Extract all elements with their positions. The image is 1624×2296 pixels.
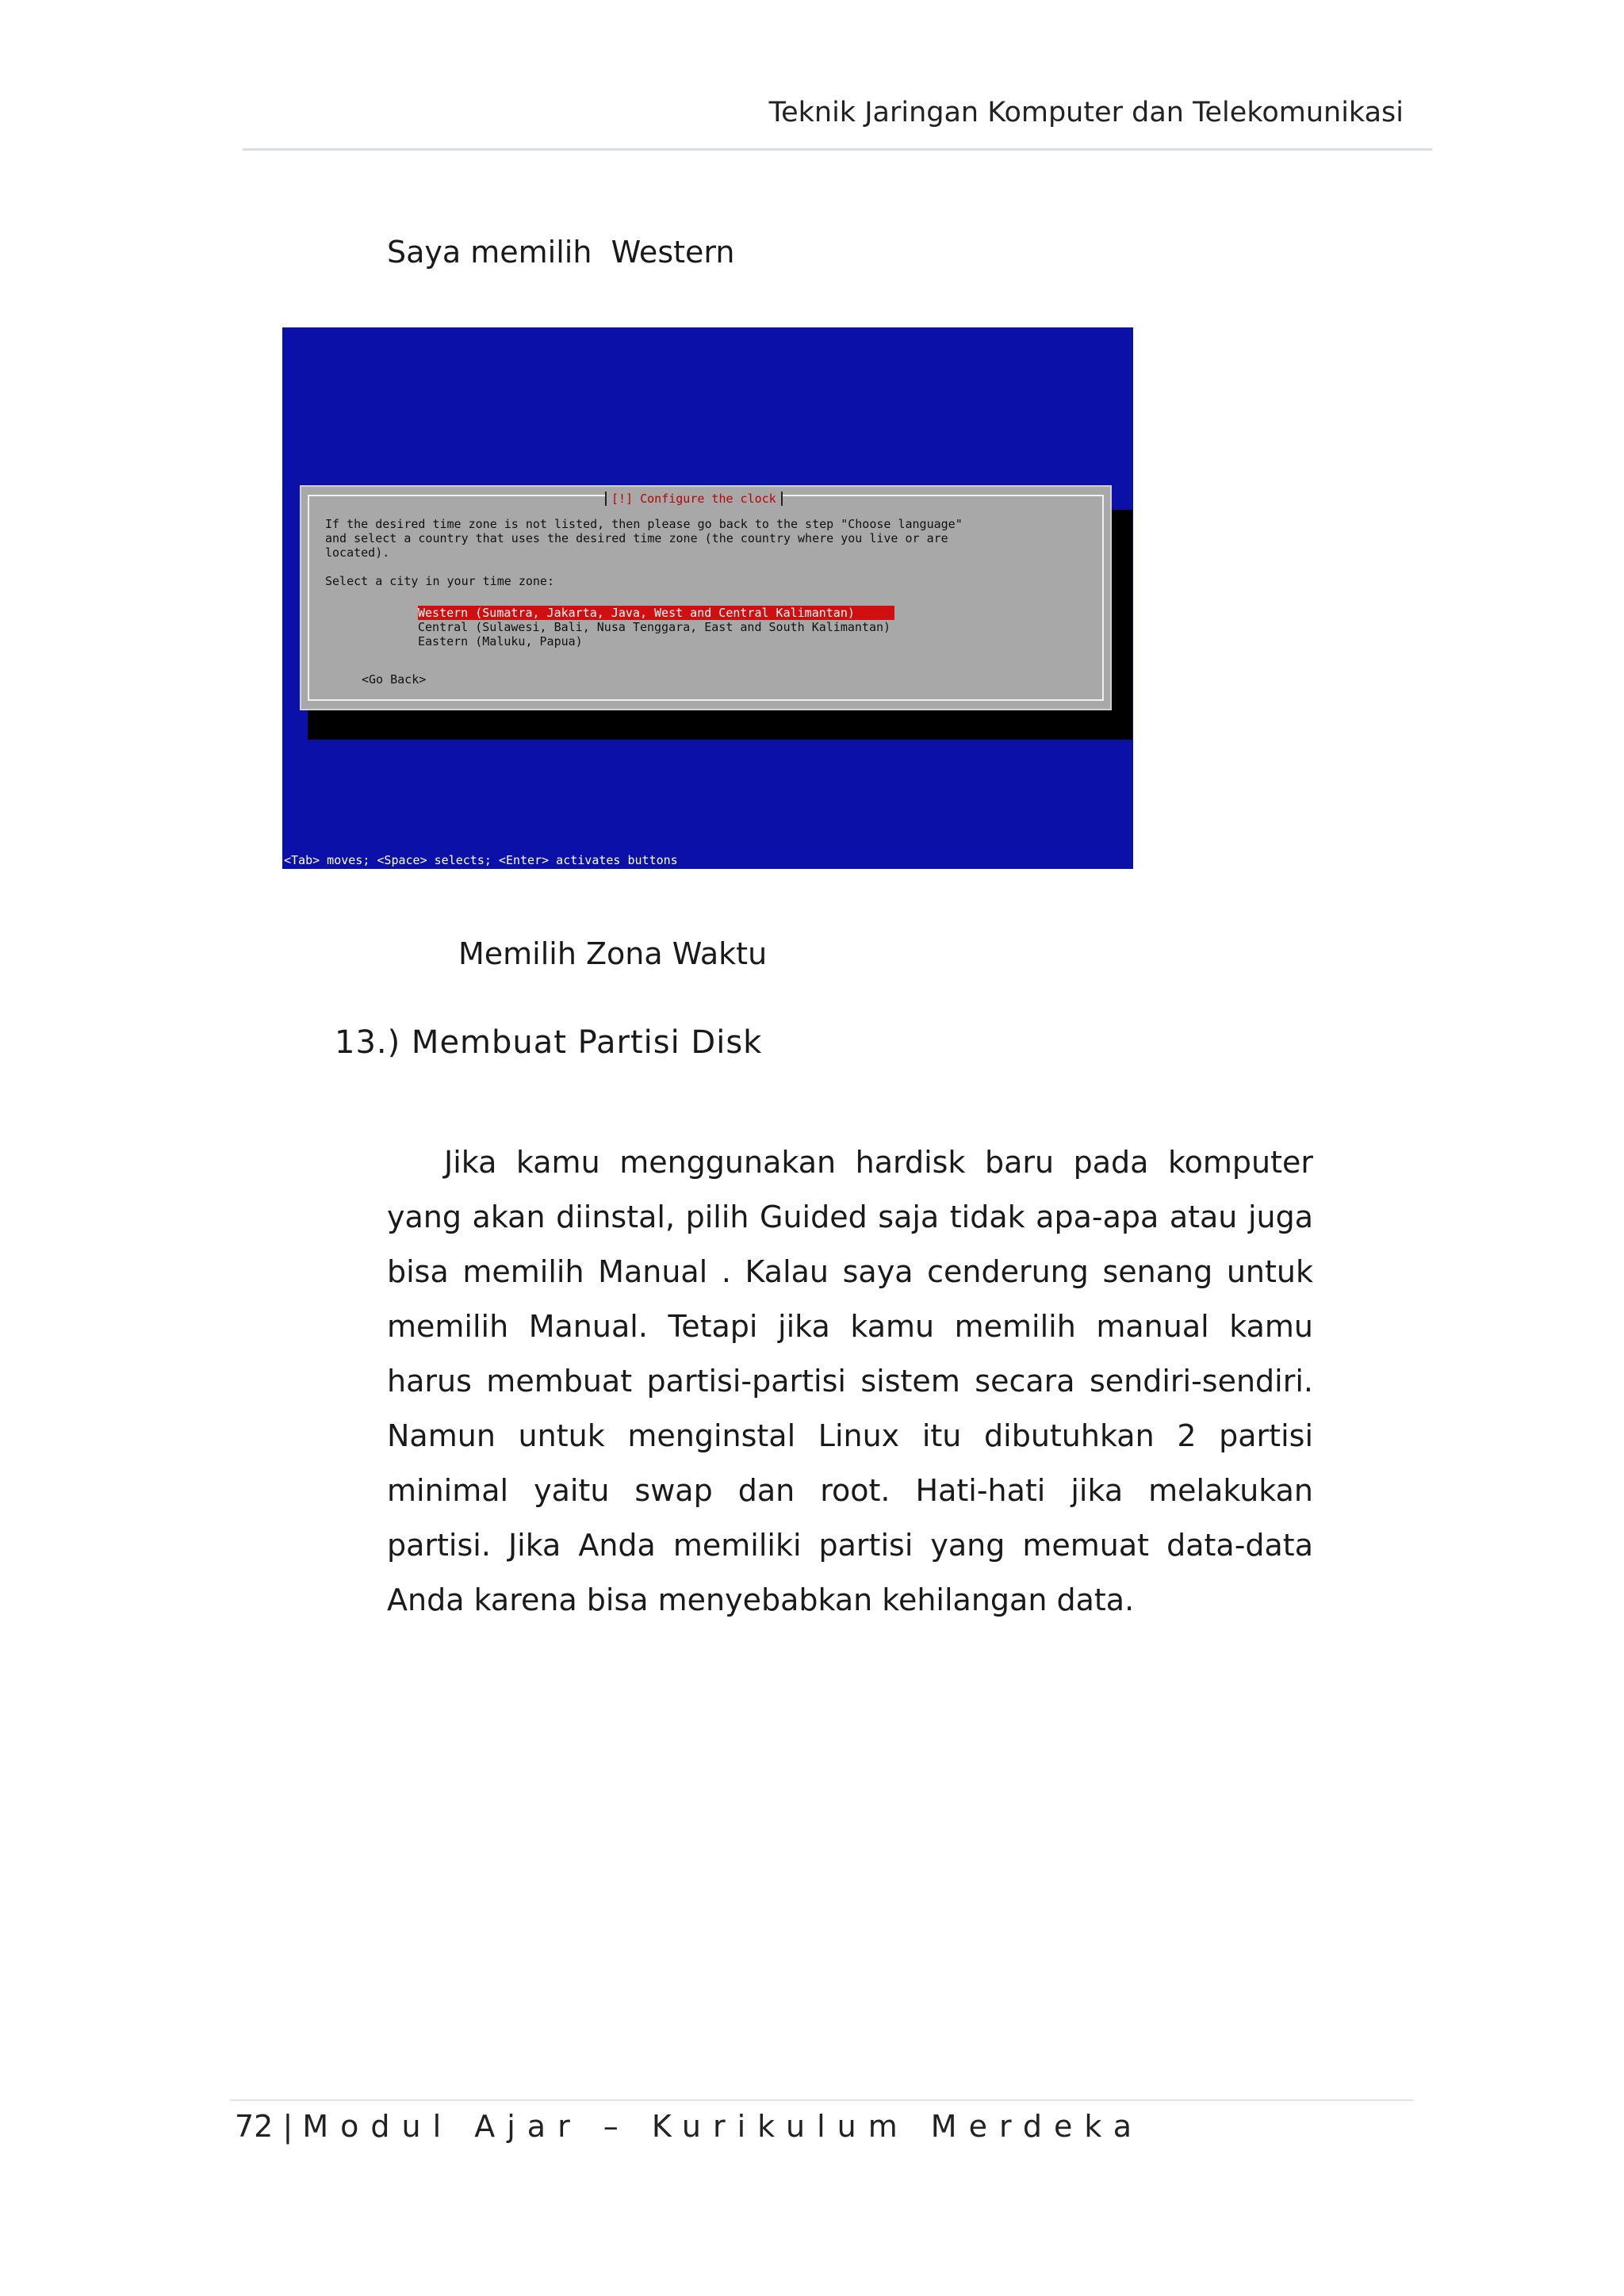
- installer-screenshot: [282, 327, 1133, 869]
- dialog-text-line: If the desired time zone is not listed, then please go back to the step "Choose language": [325, 517, 963, 531]
- intro-text: Saya memilih Western: [387, 235, 735, 270]
- body-paragraph: [387, 1135, 1313, 1628]
- dialog-title: [!] Configure the clock: [605, 492, 783, 506]
- footer-separator: |: [282, 2109, 293, 2144]
- page-footer: [235, 2109, 1143, 2144]
- dialog-text-line: and select a country that uses the desired time zone (the country where you live or are: [325, 531, 948, 545]
- timezone-option-eastern[interactable]: Eastern (Maluku, Papua): [418, 634, 583, 649]
- header-divider: [243, 148, 1432, 151]
- timezone-option-western[interactable]: Western (Sumatra, Jakarta, Java, West and Central Kalimantan): [418, 606, 894, 620]
- footer-divider: [230, 2099, 1413, 2101]
- dialog-text-line: located).: [325, 545, 390, 560]
- page-number: 72: [235, 2109, 274, 2144]
- status-bar: <Tab> moves; <Space> selects; <Enter> activates buttons: [284, 853, 678, 867]
- paragraph-text: Jika kamu menggunakan hardisk baru pada komputer yang akan diinstal, pilih Guided saja tidak apa-apa atau juga bisa memilih Manual . Kalau saya cenderung senang untuk memilih Manual. Tetapi jika kamu memilih manual kamu harus membuat partisi-partisi sistem secara sendiri-sendiri. Namun untuk menginstal Linux itu dibutuhkan 2 partisi minimal yaitu swap dan root. Hati-hati jika melakukan partisi. Jika Anda memiliki partisi yang memuat data-data Anda karena bisa menyebabkan kehilangan data.: [387, 1145, 1313, 1617]
- section-heading: 13.) Membuat Partisi Disk: [335, 1024, 763, 1061]
- configure-clock-dialog: [300, 485, 1112, 710]
- running-header: Teknik Jaringan Komputer dan Telekomunikasi: [768, 97, 1404, 128]
- footer-title: Modul Ajar – Kurikulum Merdeka: [302, 2109, 1144, 2144]
- dialog-frame: [308, 492, 1104, 701]
- timezone-option-central[interactable]: Central (Sulawesi, Bali, Nusa Tenggara, East and South Kalimantan): [418, 620, 891, 634]
- go-back-button[interactable]: <Go Back>: [362, 672, 427, 687]
- dialog-prompt: Select a city in your time zone:: [325, 574, 554, 588]
- figure-caption: Memilih Zona Waktu: [458, 936, 768, 971]
